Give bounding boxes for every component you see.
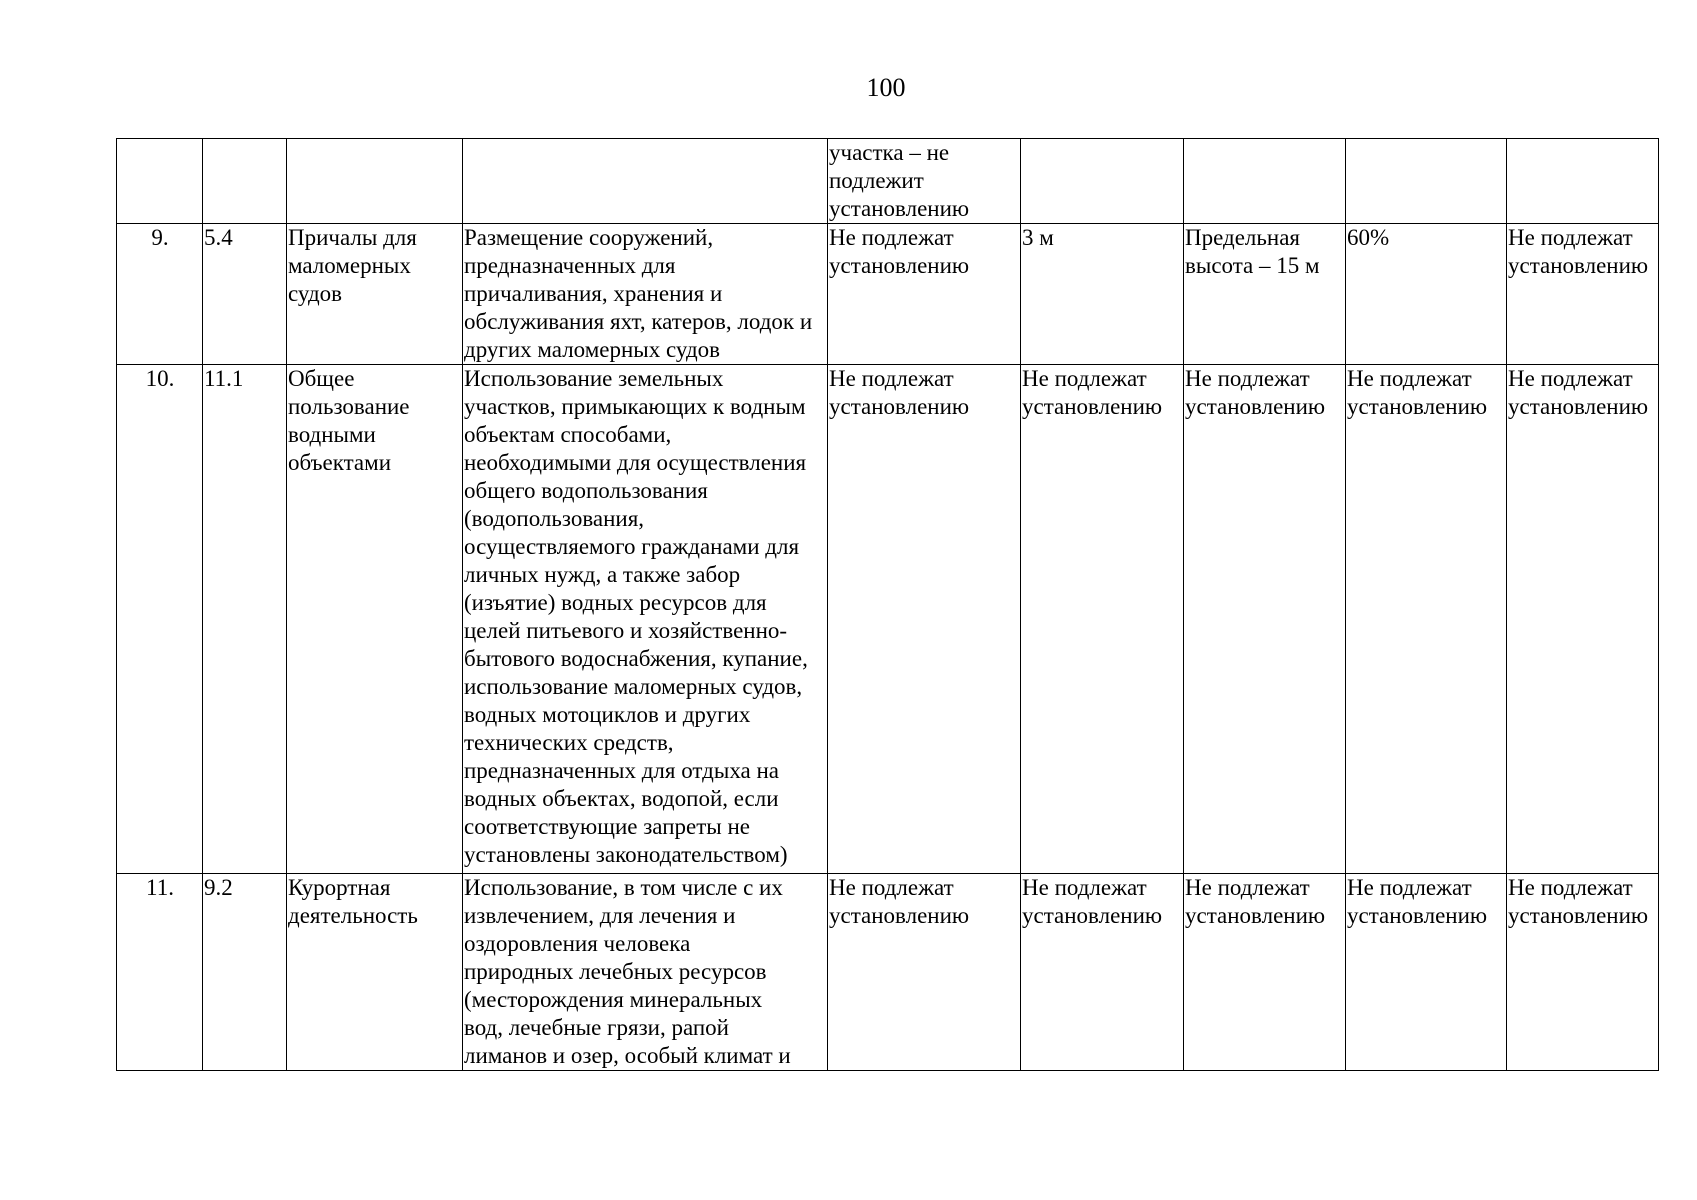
description-line: вод, лечебные грязи, рапой — [464, 1015, 729, 1040]
description-line: оздоровления человека — [464, 931, 691, 956]
table-cell — [203, 139, 287, 224]
description-line: личных нужд, а также забор — [464, 562, 741, 587]
description-line: необходимыми для осуществления — [464, 450, 807, 475]
row-description — [463, 224, 828, 365]
row-col9: Не подлежат установлению — [1507, 224, 1659, 365]
row-col8: 60% — [1346, 224, 1507, 365]
row-description — [463, 874, 828, 1071]
description-line: других маломерных судов — [464, 337, 721, 362]
description-line: общего водопользования — [464, 478, 708, 503]
row-col9: Не подлежат установлению — [1507, 365, 1659, 874]
table-row — [117, 874, 1659, 1071]
description-line: (изъятие) водных ресурсов для — [464, 590, 767, 615]
row-col9: Не подлежат установлению — [1507, 874, 1659, 1071]
description-line: бытового водоснабжения, купание, — [464, 646, 808, 671]
row-col6: Не подлежат установлению — [1021, 874, 1184, 1071]
row-number: 10. — [117, 365, 203, 874]
description-line: использование маломерных судов, — [464, 674, 803, 699]
row-col6: Не подлежат установлению — [1021, 365, 1184, 874]
description-line: осуществляемого гражданами для — [464, 534, 800, 559]
description-line: технических средств, — [464, 730, 674, 755]
description-line: извлечением, для лечения и — [464, 903, 736, 928]
row-code: 5.4 — [203, 224, 287, 365]
description-line: водных объектах, водопой, если — [464, 786, 779, 811]
description-line: целей питьевого и хозяйственно- — [464, 618, 788, 643]
row-col5: Не подлежат установлению — [828, 365, 1021, 874]
description-line: предназначенных для отдыха на — [464, 758, 779, 783]
row-col5: Не подлежат установлению — [828, 874, 1021, 1071]
row-number: 9. — [117, 224, 203, 365]
table-cell — [287, 139, 463, 224]
description-line: Использование земельных — [464, 366, 724, 391]
row-code: 9.2 — [203, 874, 287, 1071]
row-number: 11. — [117, 874, 203, 1071]
row-name: Общее пользование водными объектами — [287, 365, 463, 874]
description-line: (месторождения минеральных — [464, 987, 763, 1012]
table-row-continuation — [117, 139, 1659, 224]
table-cell — [1507, 139, 1659, 224]
description-line: водных мотоциклов и других — [464, 702, 751, 727]
table-cell — [463, 139, 828, 224]
description-line: лиманов и озер, особый климат и — [464, 1043, 791, 1068]
table-row — [117, 224, 1659, 365]
row-col7: Не подлежат установлению — [1184, 365, 1346, 874]
row-name: Причалы для маломерных судов — [287, 224, 463, 365]
description-line: Использование, в том числе с их — [464, 875, 783, 900]
row-col7: Предельная высота – 15 м — [1184, 224, 1346, 365]
row-col8: Не подлежат установлению — [1346, 874, 1507, 1071]
description-line: объектам способами, — [464, 422, 672, 447]
description-line: Размещение сооружений, — [464, 225, 714, 250]
table-cell-col5: участка – не подлежит установлению — [828, 139, 1021, 224]
description-line: обслуживания яхт, катеров, лодок и — [464, 309, 813, 334]
regulations-table — [116, 138, 1659, 1071]
description-line: соответствующие запреты не — [464, 814, 750, 839]
description-line: установлены законодательством) — [464, 842, 788, 867]
table-cell — [117, 139, 203, 224]
row-col8: Не подлежат установлению — [1346, 365, 1507, 874]
description-line: причаливания, хранения и — [464, 281, 723, 306]
row-code: 11.1 — [203, 365, 287, 874]
row-description — [463, 365, 828, 874]
row-col7: Не подлежат установлению — [1184, 874, 1346, 1071]
description-line: участков, примыкающих к водным — [464, 394, 806, 419]
description-line: предназначенных для — [464, 253, 676, 278]
row-col5: Не подлежат установлению — [828, 224, 1021, 365]
page-number: 100 — [866, 73, 906, 102]
table-cell — [1346, 139, 1507, 224]
description-line: природных лечебных ресурсов — [464, 959, 767, 984]
table-row — [117, 365, 1659, 874]
row-name: Курортная деятельность — [287, 874, 463, 1071]
description-line: (водопользования, — [464, 506, 645, 531]
row-col6: 3 м — [1021, 224, 1184, 365]
table-cell — [1184, 139, 1346, 224]
table-cell — [1021, 139, 1184, 224]
